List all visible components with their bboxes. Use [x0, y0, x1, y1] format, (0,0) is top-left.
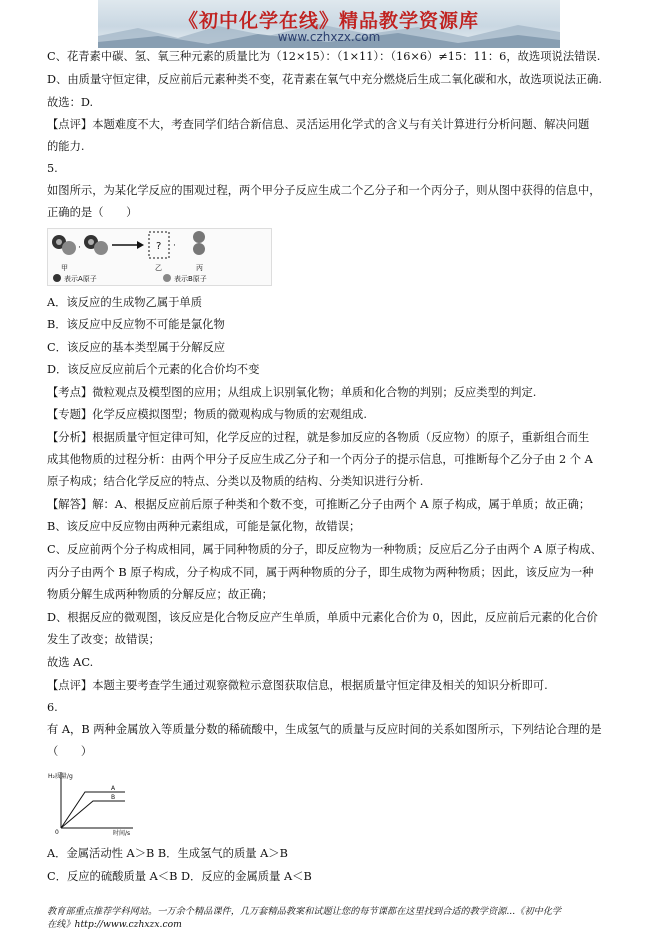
header-banner — [98, 0, 560, 48]
text-line: 故选 AC. — [47, 656, 94, 669]
label-bing: 丙 — [196, 264, 203, 272]
footer — [47, 905, 561, 931]
header-url[interactable]: www.czhxzx.com — [277, 30, 381, 44]
text-line: D、由质量守恒定律，反应前后元素种类不变，花青素在氧气中充分燃烧后生成二氧化碳和水，故选项说法正确. — [47, 73, 602, 86]
text-line: C、花青素中碳、氢、氧三种元素的质量比为（12×15）：（1×11）：（16×6）≠15：11：6，故选项说法错误. — [47, 50, 601, 63]
hydrogen-time-graph — [47, 768, 137, 836]
text-line: 原子构成；结合化学反应的特点、分类以及物质的结构、分类知识进行分析. — [47, 475, 424, 488]
text-line: 故选：D. — [47, 96, 94, 109]
curve-a — [61, 792, 125, 828]
curve-a-label: A — [111, 785, 116, 792]
text-line: 丙分子由两个 B 原子构成，分子构成不同，属于两种物质的分子，即生成物为两种物质；因此，该反应为一种 — [47, 566, 594, 579]
footer-line-1: 教育部重点推荐学科网站。一万余个精品课件，几万套精品教案和试题让您的每节课都在这里找到合适的教学资源...《初中化学 — [47, 906, 562, 917]
x-axis-label: 时间/s — [113, 830, 131, 836]
legend-a-icon — [53, 274, 61, 282]
option-d: D．该反应反应前后个元素的化合价均不变 — [47, 363, 260, 376]
option-b: B．该反应中反应物不可能是氯化物 — [47, 318, 225, 331]
text-line: 【分析】根据质量守恒定律可知，化学反应的过程，就是参加反应的各物质（反应物）的原子，重新组合而生 — [47, 431, 590, 444]
svg-text:·: · — [78, 243, 81, 253]
text-line: 正确的是（ ） — [47, 206, 138, 219]
text-line: 【考点】微粒观点及模型图的应用；从组成上识别氧化物；单质和化合物的判别；反应类型的判定. — [47, 386, 537, 399]
question-number: 5. — [47, 162, 58, 175]
header-title: 《初中化学在线》精品教学资源库 — [178, 10, 479, 32]
question-number: 6. — [47, 701, 58, 714]
text-line: 有 A，B 两种金属放入等质量分数的稀硫酸中，生成氢气的质量与反应时间的关系如图所示，下列结论合理的是 — [47, 723, 602, 736]
text-line: 【解答】解：A、根据反应前后原子种类和个数不变，可推断乙分子由两个 A 原子构成，属于单质；故正确； — [47, 498, 591, 511]
option-a: A．该反应的生成物乙属于单质 — [47, 296, 203, 309]
option-c: C．该反应的基本类型属于分解反应 — [47, 341, 226, 354]
text-line: 【专题】化学反应模拟图型；物质的微观构成与物质的宏观组成. — [47, 408, 367, 421]
text-line: 如图所示，为某化学反应的围观过程，两个甲分子反应生成二个乙分子和一个丙分子，则从图中获得的信息中， — [47, 184, 601, 197]
text-line: 物质分解生成两种物质的分解反应；故正确； — [47, 588, 273, 601]
text-line: C、反应前两个分子构成相同，属于同种物质的分子，即反应物为一种物质；反应后乙分子由两个 A 原子构成、 — [47, 543, 602, 556]
text-line: 的能力. — [47, 140, 85, 153]
option-line: A．金属活动性 A＞B B．生成氢气的质量 A＞B — [47, 847, 288, 860]
reaction-diagram — [47, 228, 272, 286]
text-line: 【点评】本题主要考查学生通过观察微粒示意图获取信息，根据质量守恒定律及相关的知识分析即可. — [47, 679, 548, 692]
curve-b-label: B — [111, 794, 116, 801]
legend-b: 表示B原子 — [174, 275, 207, 283]
product-unknown: ? — [156, 241, 162, 252]
y-axis-label: H₂质量/g — [48, 773, 73, 780]
footer-line-2[interactable]: 在线》http://www.czhxzx.com — [47, 919, 182, 930]
legend-a: 表示A原子 — [64, 275, 97, 283]
text-line: 发生了改变；故错误； — [47, 633, 160, 646]
label-jia: 甲 — [61, 264, 68, 272]
text-line: 【点评】本题难度不大，考查同学们结合新信息、灵活运用化学式的含义与有关计算进行分析问题、解决问题 — [47, 118, 590, 131]
option-line: C．反应的硫酸质量 A＜B D．反应的金属质量 A＜B — [47, 870, 312, 883]
label-yi: 乙 — [155, 264, 162, 272]
text-line: 成其他物质的过程分析：由两个甲分子反应生成乙分子和一个丙分子的提示信息，可推断每个乙分子由 2 个 A — [47, 453, 593, 466]
origin-label: 0 — [55, 829, 59, 836]
text-line: B、该反应中反应物由两种元素组成，可能是氯化物，故错误； — [47, 520, 361, 533]
svg-text:·: · — [173, 241, 176, 251]
text-line: （ ） — [47, 745, 93, 758]
text-line: D、根据反应的微观图，该反应是化合物反应产生单质，单质中元素化合价为 0，因此，反应前后元素的化合价 — [47, 611, 598, 624]
legend-b-icon — [163, 274, 171, 282]
